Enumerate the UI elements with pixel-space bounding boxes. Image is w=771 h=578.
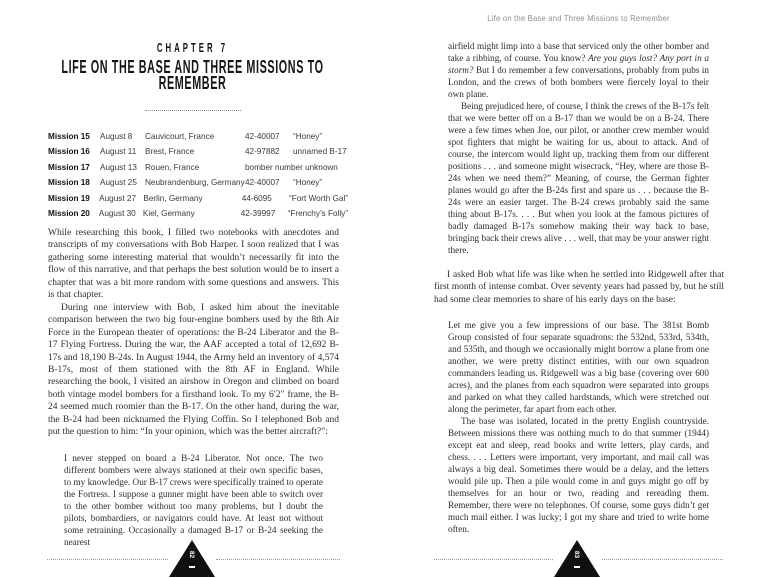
right-body-text <box>434 40 724 535</box>
mission-label: Mission 15 <box>48 132 90 141</box>
page-number-left: 82 <box>188 550 196 559</box>
mission-target: Brest, France <box>145 147 195 157</box>
mission-serial: 42-39997 <box>240 209 276 219</box>
paragraph: During one interview with Bob, I asked him about the inevitable comparison between the two big four-engine bombers used by the 8th Air Force in the European theater of operations: the B-24 Liberator and the B-17 Flying Fortress. During the war, the AAF accepted a total of 12,692 B-17s and 18,190 B-24s. In August 1944, the Army held an inventory of 4,574 B-17s, most of them stationed with the 8th AF in England. While researching the book, I visited an airshow in Oregon and climbed on board both vintage model bombers for a firsthand look. To my 6′2″ frame, the B-24 seemed much roomier than the B-17. On the other hand, during the war, the B-24 had been nicknamed the Flying Coffin. So I telephoned Bob and put the question to him: “In your opinion, which was the better aircraft?”: <box>48 302 339 438</box>
mission-target: Neubrandenburg, Germany <box>145 178 245 188</box>
table-row <box>48 206 348 221</box>
table-row <box>48 175 348 190</box>
mission-plane-name: “Honey” <box>293 132 323 141</box>
running-header: Life on the Base and Three Missions to Remember <box>487 13 670 23</box>
footer-dotted-rule <box>602 559 723 560</box>
mission-date: August 11 <box>100 147 137 157</box>
title-divider-dotted-rule <box>145 110 241 111</box>
page-right <box>386 0 771 578</box>
chapter-number: CHAPTER 7 <box>156 40 229 55</box>
mission-plane-name <box>293 160 348 175</box>
block-quote <box>448 40 709 256</box>
quote-text: But I do remember a few conversations, probably from pubs in London, and the crews of both bombers were fiercely loyal to their own plane. <box>448 65 709 99</box>
mission-plane-name: “Honey” <box>293 178 323 188</box>
mission-target: Berlin, Germany <box>143 193 203 203</box>
italic-phrase: Are you guys lost? Any port in a storm? <box>448 53 709 75</box>
footer-dotted-rule <box>434 559 553 560</box>
quote-text: airfield might limp into a base that serviced only the other bomber and take a ribbing, of course. You know? <box>448 41 709 63</box>
mission-label: Mission 18 <box>48 178 90 188</box>
block-quote <box>448 319 709 535</box>
left-body-text <box>48 227 339 548</box>
page-number-right: 83 <box>573 550 581 559</box>
mission-serial: bomber number unknown <box>245 162 338 172</box>
mission-plane-name: unnamed B-17 <box>293 147 347 157</box>
mission-date: August 27 <box>99 193 137 203</box>
chapter-title: LIFE ON THE BASE AND THREE MISSIONS TO REMEMBER <box>61 57 324 93</box>
mission-target: Kiel, Germany <box>142 209 195 219</box>
mission-date: August 25 <box>100 178 137 188</box>
mission-target: Rouen, France <box>145 162 200 172</box>
mission-date: August 13 <box>100 162 137 172</box>
table-row <box>48 191 348 206</box>
footer-dotted-rule <box>47 559 168 560</box>
page-number-dash <box>189 566 195 568</box>
page-number-dash <box>574 566 580 568</box>
page-number-triangle-icon <box>169 540 215 577</box>
paragraph: While researching this book, I filled two notebooks with anecdotes and transcripts of my conversations with Bob Harper. I soon realized that I was gathering some interesting material that wouldn’t necessarily fit into the flow of this narrative, and that perhaps the best solution would be to insert a chapter that was a bit more random with some questions and answers. This is that chapter. <box>48 228 339 301</box>
mission-target: Cauvicourt, France <box>145 132 215 141</box>
mission-plane-name: “Fort Worth Gal” <box>289 193 349 203</box>
paragraph: I asked Bob what life was like when he settled into Ridgewell after that first month of intense combat. Over seventy years had passed by, but he still had some clear memories to share of his early days on the base: <box>434 270 724 305</box>
quote-paragraph: Being prejudiced here, of course, I think the crews of the B-17s felt that we were better off on a B-17 than we would be on a B-24. There were a few times when Joe, our pilot, or another crew member would spot fighters that might be waiting for us, about to attack. And of course, the intercom would light up, tracking them from our different positions . . . and someone might wisecrack, “Hey, where are those B-24s when we need them?” Meaning, of course, the German fighter planes would go after the B-24s first and spare us . . . because the B-24s were an easier target. The B-24 crews probably said the same thing about B-17s. . . . But when you look at the famous pictures of badly damaged B-17s somehow making their way back to base, bringing back their crews alive . . . well, that may be your answer right there. <box>448 101 709 255</box>
chapter-heading <box>56 40 329 91</box>
mission-table <box>48 129 348 221</box>
mission-date: August 30 <box>98 209 136 219</box>
table-row <box>48 129 348 144</box>
mission-plane-name: “Frenchy’s Folly” <box>287 209 348 219</box>
table-row <box>48 144 348 159</box>
block-quote <box>64 452 323 548</box>
mission-label: Mission 17 <box>48 162 90 172</box>
page-left <box>0 0 385 578</box>
mission-serial: 42-40007 <box>245 178 280 188</box>
mission-serial: 42-40007 <box>245 132 280 141</box>
footer-dotted-rule <box>216 559 340 560</box>
quote-paragraph: I never stepped on board a B-24 Liberator. Not once. The two different bombers were always stationed at their own specific bases, to my knowledge. Our B-17 crews were specifically trained to operate the Fortress. I suppose a gunner might have been able to switch over to the other bomber without too many problems, but I doubt the pilots, bombardiers, or navigators could have. At least not without some retraining. Occasionally a damaged B-17 or B-24 seeking the nearest <box>64 452 323 547</box>
mission-date: August 8 <box>100 132 133 141</box>
mission-serial: 42-97882 <box>245 147 280 157</box>
mission-label: Mission 16 <box>48 147 90 157</box>
mission-label: Mission 20 <box>48 209 90 219</box>
mission-serial: 44-6095 <box>241 193 272 203</box>
table-row <box>48 160 348 175</box>
quote-paragraph <box>448 40 709 100</box>
quote-paragraph: The base was isolated, located in the pretty English countryside. Between missions there was nothing much to do that summer (1944) except eat and sleep, read books and write letters, play cards, and chess. . . . Letters were important, very important, and mail call was always a big deal. Sometimes there would be a delay, and the letters would pile up. Then a pile would come in and guys might go off by themselves for an hour or two, reading and rereading them. Remember, there were no telephones. Of course, some guys didn’t get much mail either. I was lucky; I got my share and tried to write home often. <box>448 416 709 535</box>
mission-label: Mission 19 <box>48 193 90 203</box>
page-number-triangle-icon <box>554 540 600 577</box>
quote-paragraph: Let me give you a few impressions of our base. The 381st Bomb Group consisted of four separate squadrons: the 532nd, 533rd, 534th, and 535th, and though we occasionally might borrow a plane from one another, we were pretty distinct entities, with our own squadron commanders leading us. Ridgewell was a big base (covering over 600 acres), and the planes from each squadron were separated into groups and parked on what they called hardstands, which were stretched out along the perimeter, far apart from each other. <box>448 320 709 415</box>
